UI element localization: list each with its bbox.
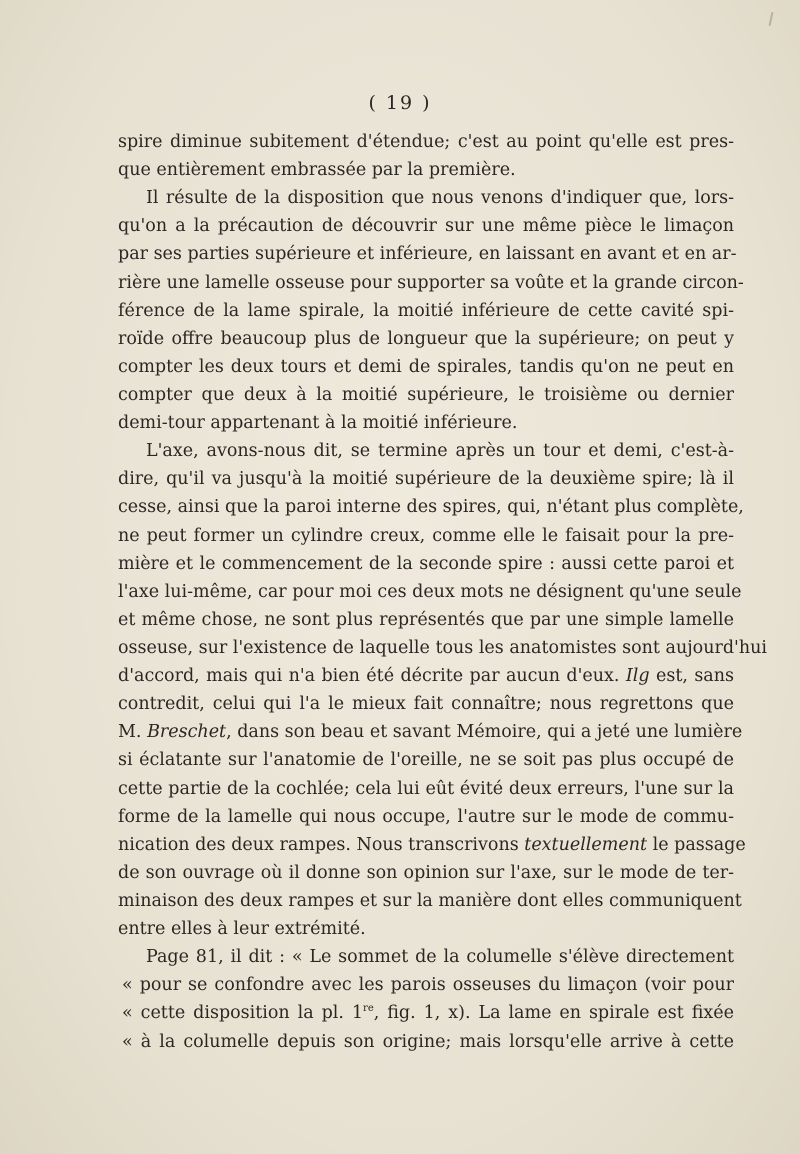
author-name: Ilg <box>625 666 650 687</box>
text-segment: est, sans <box>649 666 734 687</box>
text-line: que entièrement embrassée par la première. <box>118 160 516 181</box>
text-line <box>118 718 743 746</box>
text-line: entre elles à leur extrémité. <box>118 919 366 940</box>
text-line: cesse, ainsi que la paroi interne des spires, qui, n'étant plus complète, <box>118 497 744 518</box>
text-line: spire diminue subitement d'étendue; c'est au point qu'elle est pres- <box>118 132 734 152</box>
text-line: L'axe, avons-nous dit, se termine après un tour et demi, c'est-à- <box>146 441 734 462</box>
text-line: si éclatante sur l'anatomie de l'oreille, ne se soit pas plus occupé de <box>118 750 734 771</box>
text-line: compter les deux tours et demi de spirales, tandis qu'on ne peut en <box>118 356 734 377</box>
superscript: re <box>363 1003 374 1015</box>
emphasis: textuellement <box>524 834 648 855</box>
text-line: cette partie de la cochlée; cela lui eût évité deux erreurs, l'une sur la <box>118 778 734 799</box>
text-line: l'axe lui-même, car pour moi ces deux mots ne désignent qu'une seule <box>118 581 742 602</box>
text-line: roïde offre beaucoup plus de longueur que la supérieure; on peut y <box>118 328 734 349</box>
text-segment: « cette disposition la pl. 1 <box>122 1003 364 1024</box>
text-line: mière et le commencement de la seconde spire : aussi cette paroi et <box>118 553 734 574</box>
text-line: « à la columelle depuis son origine; mais lorsqu'elle arrive à cette <box>122 1031 734 1052</box>
text-line <box>118 662 734 690</box>
text-line: de son ouvrage où il donne son opinion sur l'axe, sur le mode de ter- <box>118 862 734 883</box>
text-segment: , dans son beau et savant Mémoire, qui a jeté une lumière <box>226 722 743 743</box>
text-line: qu'on a la précaution de découvrir sur une même pièce le limaçon <box>118 216 734 237</box>
text-line: Il résulte de la disposition que nous venons d'indiquer que, lors- <box>146 188 734 209</box>
text-line: et même chose, ne sont plus représentés que par une simple lamelle <box>118 609 734 630</box>
text-line <box>118 831 746 859</box>
text-line: ne peut former un cylindre creux, comme elle le faisait pour la pre- <box>118 525 734 546</box>
text-segment: , fig. 1, x). La lame en spirale est fixée <box>373 1003 734 1024</box>
corner-mark <box>769 12 774 26</box>
text-line: contredit, celui qui l'a le mieux fait connaître; nous regrettons que <box>118 694 734 715</box>
text-line: « pour se confondre avec les parois osseuses du limaçon (voir pour <box>122 975 734 996</box>
text-segment: le passage <box>647 834 746 855</box>
text-line: demi-tour appartenant à la moitié inférieure. <box>118 413 518 434</box>
text-segment: M. <box>118 722 142 743</box>
text-line: dire, qu'il va jusqu'à la moitié supérieure de la deuxième spire; là il <box>118 469 734 490</box>
text-line: Page 81, il dit : « Le sommet de la columelle s'élève directement <box>146 947 734 968</box>
page-number: ( 19 ) <box>368 92 432 114</box>
text-line <box>118 999 734 1027</box>
text-line: férence de la lame spirale, la moitié inférieure de cette cavité spi- <box>118 300 734 321</box>
body-text <box>118 128 767 1056</box>
text-line: compter que deux à la moitié supérieure, le troisième ou dernier <box>118 384 734 405</box>
text-segment: d'accord, mais qui n'a bien été décrite par aucun d'eux. <box>118 666 620 687</box>
author-name: Breschet <box>147 722 227 743</box>
text-line: forme de la lamelle qui nous occupe, l'autre sur le mode de commu- <box>118 806 734 827</box>
text-line: minaison des deux rampes et sur la manière dont elles communiquent <box>118 890 742 911</box>
text-line: osseuse, sur l'existence de laquelle tous les anatomistes sont aujourd'hui <box>118 637 767 658</box>
text-line: par ses parties supérieure et inférieure, en laissant en avant et en ar- <box>118 244 737 265</box>
text-line: rière une lamelle osseuse pour supporter sa voûte et la grande circon- <box>118 272 744 293</box>
text-segment: nication des deux rampes. Nous transcrivons <box>118 834 519 855</box>
